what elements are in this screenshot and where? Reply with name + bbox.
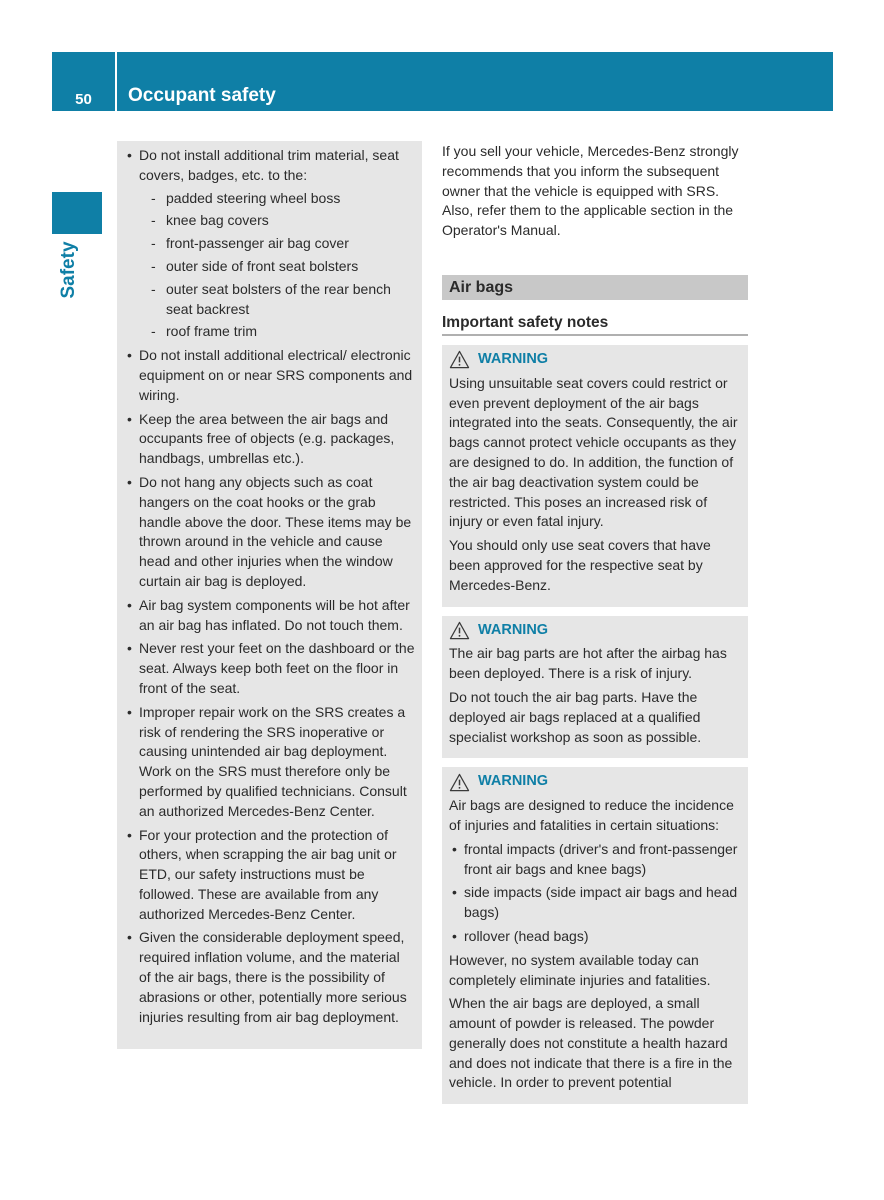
warning-text: Do not touch the air bag parts. Have the deployed air bags replaced at a qualified specialist workshop as soon as possible. — [449, 688, 702, 745]
list-item: • Do not install additional trim material, seat covers, badges, etc. to the: - padded steering wheel boss - knee bag covers - front-passenger air bag cover - outer side of front seat bolsters - outer seat bolsters of the rear bench seat backrest - roof frame trim — [127, 146, 415, 342]
page-title: Occupant safety — [117, 52, 833, 111]
list-item: • Never rest your feet on the dashboard or the seat. Always keep both feet on the floor in front of the seat. — [127, 640, 415, 696]
warning-text: The air bag parts are hot after the airbag has been deployed. There is a risk of injury. — [449, 645, 727, 682]
warning-text: You should only use seat covers that have been approved for the respective seat by Mercedes-Benz. — [449, 537, 711, 593]
safety-notes-box — [117, 141, 422, 1049]
warning-text: However, no system available today can completely eliminate injuries and fatalities. — [449, 951, 711, 988]
list-item: • Keep the area between the air bags and occupants free of objects (e.g. packages, handbags, umbrellas etc.). — [127, 410, 395, 467]
page-number: 50 — [52, 52, 115, 111]
section-heading: Air bags — [442, 275, 748, 300]
right-column — [442, 142, 748, 1104]
list-item: • Air bag system components will be hot after an air bag has inflated. Do not touch them. — [127, 596, 410, 633]
section-tab-label: Safety — [58, 241, 79, 299]
sub-list-item: - outer seat bolsters of the rear bench seat backrest — [151, 280, 391, 317]
sub-list-item: - front-passenger air bag cover — [151, 235, 349, 252]
sub-list-item: - roof frame trim — [151, 323, 258, 340]
list-item: • Do not install additional electrical/ electronic equipment on or near SRS components and wiring. — [127, 347, 413, 403]
list-item: • rollover (head bags) — [452, 927, 589, 944]
section-tab-marker — [52, 192, 102, 234]
warning-triangle-icon — [449, 773, 470, 792]
warning-title: WARNING — [478, 773, 549, 790]
warning-box — [442, 345, 748, 607]
warning-title: WARNING — [478, 621, 549, 638]
warning-triangle-icon — [449, 350, 470, 369]
warning-triangle-icon — [449, 621, 470, 640]
list-item: • frontal impacts (driver's and front-passenger front air bags and knee bags) — [452, 840, 738, 877]
list-item: • side impacts (side impact air bags and head bags) — [452, 884, 738, 921]
intro-paragraph: If you sell your vehicle, Mercedes-Benz strongly recommends that you inform the subsequent owner that the vehicle is equipped with SRS. Also, refer them to the applicable section in the Operator's Manual. — [442, 143, 739, 239]
warning-title: WARNING — [478, 350, 549, 367]
list-item: • Given the considerable deployment speed, required inflation volume, and the material of the air bags, there is the possibility of abrasions or other, potentially more serious injuries resulting from air bag deployment. — [127, 929, 407, 1025]
sub-list-item: - outer side of front seat bolsters — [151, 257, 359, 274]
warning-text: Air bags are designed to reduce the incidence of injuries and fatalities in certain situations: — [449, 797, 734, 833]
list-item: • Do not hang any objects such as coat hangers on the coat hooks or the grab handle above the door. These items may be thrown around in the vehicle and cause head and other injuries when the window curtain air bag is deployed. — [127, 473, 412, 589]
subsection-heading: Important safety notes — [442, 312, 748, 336]
warning-text: Using unsuitable seat covers could restrict or even prevent deployment of the air bags integrated into the seats. Consequently, the air bags cannot protect vehicle occupants as they are designed to do. In addition, the function of the air bag deactivation system could be restricted. This poses an increased risk of injury or even fatal injury. — [449, 374, 738, 530]
warning-box — [442, 767, 748, 1104]
warning-text: When the air bags are deployed, a small amount of powder is released. The powder generally does not constitute a health hazard and does not indicate that there is a fire in the vehicle. In order to prevent potential — [449, 995, 733, 1091]
sub-list-item: - padded steering wheel boss — [151, 189, 341, 206]
warning-box — [442, 616, 748, 759]
list-item: • For your protection and the protection of others, when scrapping the air bag unit or ETD, our safety instructions must be followed. These are available from any authorized Mercedes-Benz Center. — [127, 826, 397, 922]
list-item: • Improper repair work on the SRS creates a risk of rendering the SRS inoperative or causing unintended air bag deployment. Work on the SRS must therefore only be performed by qualified technicians. Consult an authorized Mercedes-Benz Center. — [127, 703, 407, 819]
sub-list-item: - knee bag covers — [151, 212, 269, 229]
